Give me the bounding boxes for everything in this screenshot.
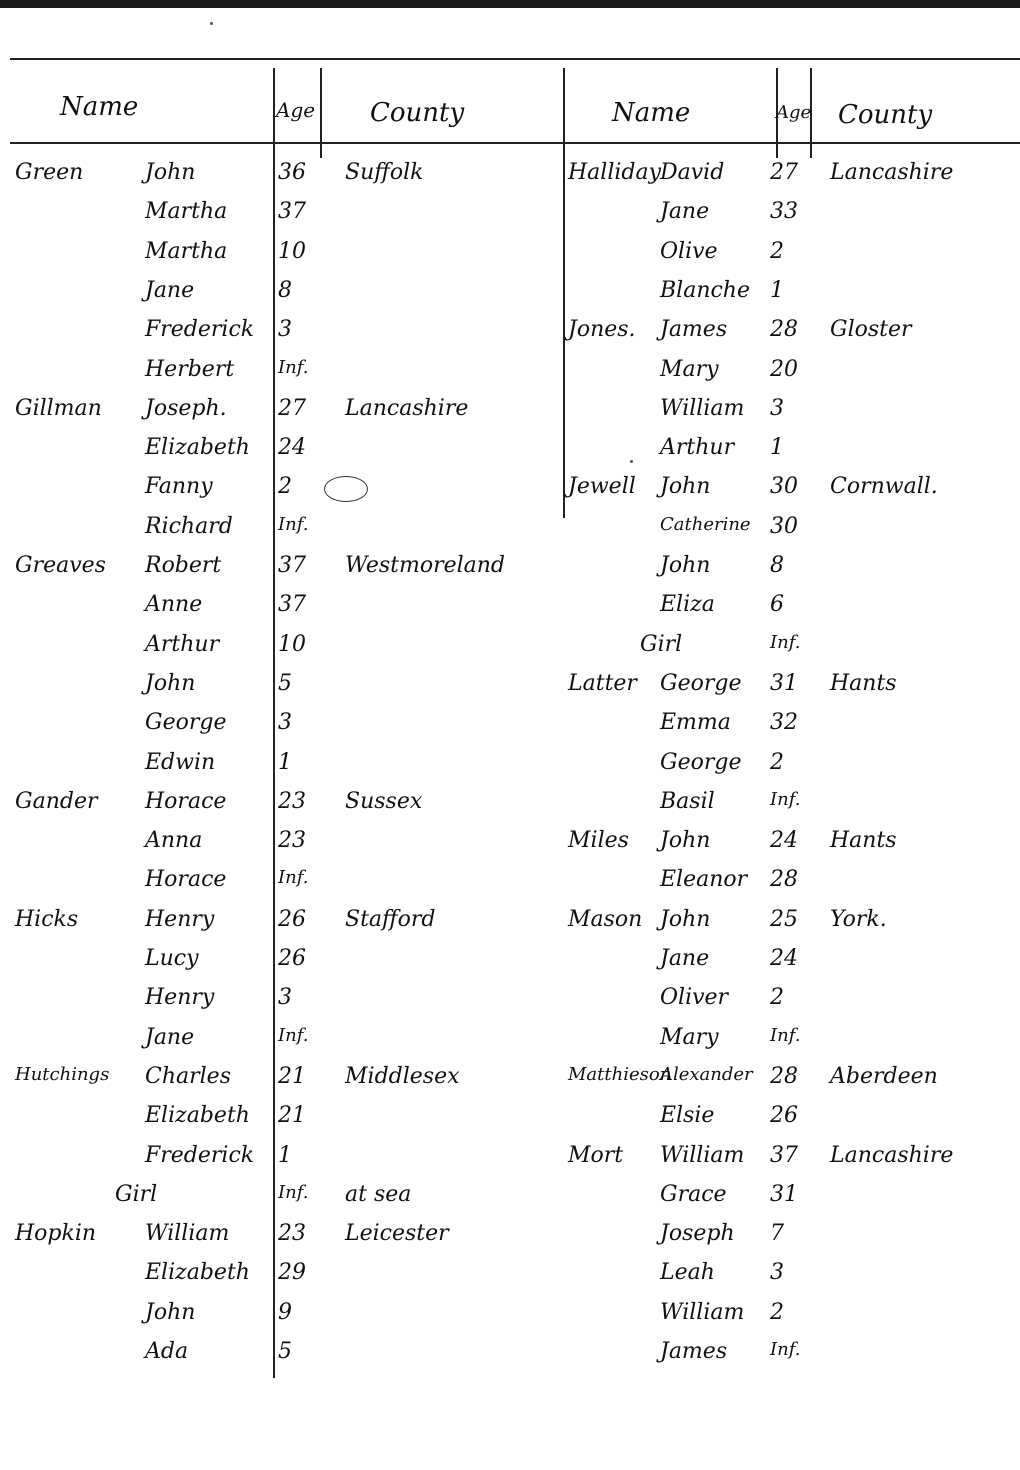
left-given-name-cell: Henry bbox=[145, 907, 215, 932]
left-county-cell: Middlesex bbox=[345, 1064, 460, 1089]
right-given-name-cell: Emma bbox=[660, 710, 731, 735]
left-given-name-cell: Charles bbox=[145, 1064, 231, 1089]
left-age-cell: 29 bbox=[278, 1260, 306, 1285]
right-age-cell: 31 bbox=[770, 1182, 798, 1207]
right-age-cell: 8 bbox=[770, 553, 784, 578]
right-given-name-cell: Mary bbox=[660, 1025, 719, 1050]
ink-dot bbox=[630, 460, 633, 463]
right-surname-cell: Matthieson bbox=[568, 1064, 672, 1085]
left-given-name-cell: Elizabeth bbox=[145, 1260, 250, 1285]
right-age-header: Age bbox=[776, 102, 812, 123]
right-age-cell: 20 bbox=[770, 357, 798, 382]
right-county-cell: Cornwall. bbox=[830, 474, 938, 499]
right-age-cell: 3 bbox=[770, 396, 784, 421]
page-top-edge bbox=[0, 0, 1020, 8]
ink-dot bbox=[210, 22, 213, 25]
right-county-cell: York. bbox=[830, 907, 887, 932]
left-given-name-cell: Henry bbox=[145, 985, 215, 1010]
left-age-cell: 21 bbox=[278, 1064, 306, 1089]
left-county-cell: Stafford bbox=[345, 907, 436, 932]
left-given-name-cell: Girl bbox=[115, 1182, 158, 1207]
left-name-header: Name bbox=[60, 92, 139, 122]
left-age-cell: 21 bbox=[278, 1103, 306, 1128]
right-age-cell: Inf. bbox=[770, 1025, 801, 1046]
left-county-cell: Lancashire bbox=[345, 396, 469, 421]
left-surname-cell: Hutchings bbox=[15, 1064, 110, 1085]
left-age-cell: 36 bbox=[278, 160, 306, 185]
left-age-cell: 3 bbox=[278, 317, 292, 342]
right-age-cell: Inf. bbox=[770, 1339, 801, 1360]
left-given-name-cell: Richard bbox=[145, 514, 233, 539]
left-given-name-cell: Jane bbox=[145, 1025, 195, 1050]
right-county-cell: Aberdeen bbox=[830, 1064, 938, 1089]
right-surname-cell: Latter bbox=[568, 671, 637, 696]
left-given-name-cell: Herbert bbox=[145, 357, 235, 382]
left-age-cell: 27 bbox=[278, 396, 306, 421]
left-surname-cell: Green bbox=[15, 160, 84, 185]
right-surname-cell: Mort bbox=[568, 1143, 624, 1168]
top-rule bbox=[10, 58, 1020, 60]
right-given-name-cell: Basil bbox=[660, 789, 715, 814]
right-age-cell: 3 bbox=[770, 1260, 784, 1285]
left-given-name-cell: Frederick bbox=[145, 1143, 255, 1168]
right-given-name-cell: William bbox=[660, 1300, 745, 1325]
right-age-cell: 2 bbox=[770, 239, 784, 264]
right-surname-cell: Jewell bbox=[568, 474, 636, 499]
left-age-cell: 10 bbox=[278, 239, 306, 264]
left-surname-cell: Gillman bbox=[15, 396, 102, 421]
header-rule bbox=[10, 142, 1020, 144]
left-county-cell: Westmoreland bbox=[345, 553, 506, 578]
right-age-cell: 24 bbox=[770, 828, 798, 853]
right-given-name-cell: Leah bbox=[660, 1260, 715, 1285]
left-given-name-cell: Robert bbox=[145, 553, 222, 578]
left-given-name-cell: Arthur bbox=[145, 632, 220, 657]
left-age-cell: Inf. bbox=[278, 1182, 309, 1203]
left-age-cell: 5 bbox=[278, 1339, 292, 1364]
left-age-cell: 37 bbox=[278, 592, 306, 617]
left-given-name-cell: Ada bbox=[145, 1339, 189, 1364]
right-given-name-cell: Eleanor bbox=[660, 867, 748, 892]
left-age-cell: Inf. bbox=[278, 514, 309, 535]
left-surname-cell: Greaves bbox=[15, 553, 106, 578]
left-age-cell: 23 bbox=[278, 828, 306, 853]
right-given-name-cell: Elsie bbox=[660, 1103, 715, 1128]
left-county-divider bbox=[320, 68, 322, 158]
right-age-cell: 28 bbox=[770, 1064, 798, 1089]
left-age-cell: 24 bbox=[278, 435, 306, 460]
left-given-name-cell: Martha bbox=[145, 239, 228, 264]
right-age-cell: 1 bbox=[770, 435, 784, 460]
left-age-cell: Inf. bbox=[278, 867, 309, 888]
left-age-cell: 8 bbox=[278, 278, 292, 303]
left-age-cell: Inf. bbox=[278, 1025, 309, 1046]
left-county-cell: Sussex bbox=[345, 789, 423, 814]
right-given-name-cell: John bbox=[660, 553, 711, 578]
right-age-cell: 32 bbox=[770, 710, 798, 735]
left-county-cell: at sea bbox=[345, 1182, 412, 1207]
left-age-cell: 26 bbox=[278, 946, 306, 971]
right-age-cell: 2 bbox=[770, 750, 784, 775]
right-county-cell: Gloster bbox=[830, 317, 912, 342]
right-age-cell: 33 bbox=[770, 199, 798, 224]
right-surname-cell: Jones. bbox=[568, 317, 636, 342]
left-given-name-cell: John bbox=[145, 671, 196, 696]
right-county-cell: Hants bbox=[830, 671, 897, 696]
left-age-cell: 23 bbox=[278, 1221, 306, 1246]
right-age-cell: 1 bbox=[770, 278, 784, 303]
left-given-name-cell: Martha bbox=[145, 199, 228, 224]
circled-annotation-mark bbox=[324, 476, 368, 502]
left-surname-cell: Hopkin bbox=[15, 1221, 97, 1246]
right-county-cell: Lancashire bbox=[830, 1143, 954, 1168]
right-given-name-cell: Olive bbox=[660, 239, 718, 264]
right-given-name-cell: Oliver bbox=[660, 985, 729, 1010]
center-divider bbox=[563, 68, 565, 518]
right-age-cell: 28 bbox=[770, 867, 798, 892]
right-age-cell: 37 bbox=[770, 1143, 798, 1168]
left-age-divider bbox=[273, 68, 275, 1378]
right-given-name-cell: Blanche bbox=[660, 278, 750, 303]
left-given-name-cell: Lucy bbox=[145, 946, 199, 971]
left-age-cell: 2 bbox=[278, 474, 292, 499]
right-county-cell: Hants bbox=[830, 828, 897, 853]
left-given-name-cell: Jane bbox=[145, 278, 195, 303]
left-given-name-cell: George bbox=[145, 710, 227, 735]
right-age-cell: 27 bbox=[770, 160, 798, 185]
right-county-cell: Lancashire bbox=[830, 160, 954, 185]
right-age-cell: 2 bbox=[770, 985, 784, 1010]
left-age-cell: 9 bbox=[278, 1300, 292, 1325]
left-age-cell: 37 bbox=[278, 553, 306, 578]
left-age-cell: 3 bbox=[278, 710, 292, 735]
right-age-cell: 26 bbox=[770, 1103, 798, 1128]
right-surname-cell: Mason bbox=[568, 907, 643, 932]
left-given-name-cell: Edwin bbox=[145, 750, 216, 775]
right-given-name-cell: Girl bbox=[640, 632, 683, 657]
left-given-name-cell: Elizabeth bbox=[145, 435, 250, 460]
left-given-name-cell: Frederick bbox=[145, 317, 255, 342]
left-given-name-cell: Anne bbox=[145, 592, 203, 617]
right-given-name-cell: Alexander bbox=[660, 1064, 753, 1085]
right-given-name-cell: William bbox=[660, 1143, 745, 1168]
right-given-name-cell: William bbox=[660, 396, 745, 421]
right-county-header: County bbox=[838, 100, 933, 130]
left-given-name-cell: William bbox=[145, 1221, 230, 1246]
right-surname-cell: Miles bbox=[568, 828, 629, 853]
left-county-cell: Leicester bbox=[345, 1221, 449, 1246]
right-age-cell: 25 bbox=[770, 907, 798, 932]
right-given-name-cell: Jane bbox=[660, 946, 710, 971]
left-county-cell: Suffolk bbox=[345, 160, 424, 185]
right-age-cell: 7 bbox=[770, 1221, 784, 1246]
left-age-cell: 37 bbox=[278, 199, 306, 224]
right-age-cell: 28 bbox=[770, 317, 798, 342]
right-given-name-cell: James bbox=[660, 1339, 728, 1364]
left-given-name-cell: Fanny bbox=[145, 474, 213, 499]
left-surname-cell: Gander bbox=[15, 789, 98, 814]
right-age-cell: 2 bbox=[770, 1300, 784, 1325]
left-given-name-cell: Horace bbox=[145, 789, 227, 814]
right-given-name-cell: Jane bbox=[660, 199, 710, 224]
left-age-cell: 1 bbox=[278, 1143, 292, 1168]
left-age-cell: 3 bbox=[278, 985, 292, 1010]
right-age-cell: 6 bbox=[770, 592, 784, 617]
right-surname-cell: Halliday bbox=[568, 160, 662, 185]
right-given-name-cell: James bbox=[660, 317, 728, 342]
right-given-name-cell: George bbox=[660, 671, 742, 696]
right-given-name-cell: Mary bbox=[660, 357, 719, 382]
right-given-name-cell: John bbox=[660, 907, 711, 932]
right-given-name-cell: Joseph bbox=[660, 1221, 735, 1246]
right-given-name-cell: George bbox=[660, 750, 742, 775]
left-age-cell: 23 bbox=[278, 789, 306, 814]
left-age-cell: 10 bbox=[278, 632, 306, 657]
right-given-name-cell: David bbox=[660, 160, 725, 185]
right-age-cell: 30 bbox=[770, 474, 798, 499]
left-surname-cell: Hicks bbox=[15, 907, 79, 932]
left-given-name-cell: Elizabeth bbox=[145, 1103, 250, 1128]
left-age-cell: Inf. bbox=[278, 357, 309, 378]
left-county-header: County bbox=[370, 98, 465, 128]
left-given-name-cell: John bbox=[145, 160, 196, 185]
right-name-header: Name bbox=[612, 98, 691, 128]
right-age-cell: 31 bbox=[770, 671, 798, 696]
left-age-cell: 26 bbox=[278, 907, 306, 932]
left-age-cell: 5 bbox=[278, 671, 292, 696]
left-given-name-cell: John bbox=[145, 1300, 196, 1325]
right-given-name-cell: Grace bbox=[660, 1182, 727, 1207]
right-age-cell: 24 bbox=[770, 946, 798, 971]
right-age-cell: Inf. bbox=[770, 632, 801, 653]
right-given-name-cell: Arthur bbox=[660, 435, 735, 460]
left-given-name-cell: Anna bbox=[145, 828, 203, 853]
left-given-name-cell: Joseph. bbox=[145, 396, 227, 421]
right-age-cell: Inf. bbox=[770, 789, 801, 810]
right-given-name-cell: Eliza bbox=[660, 592, 715, 617]
right-given-name-cell: John bbox=[660, 828, 711, 853]
left-age-cell: 1 bbox=[278, 750, 292, 775]
left-age-header: Age bbox=[276, 98, 316, 122]
right-age-cell: 30 bbox=[770, 514, 798, 539]
left-given-name-cell: Horace bbox=[145, 867, 227, 892]
right-given-name-cell: John bbox=[660, 474, 711, 499]
right-given-name-cell: Catherine bbox=[660, 514, 751, 535]
